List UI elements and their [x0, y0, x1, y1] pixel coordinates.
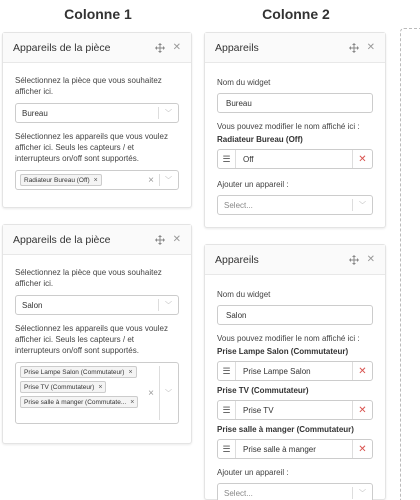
add-device-placeholder: Select...: [224, 200, 253, 210]
room-select[interactable]: [15, 295, 179, 315]
chevron-down-icon: ﹀: [165, 110, 172, 117]
card-header: [3, 33, 191, 63]
add-device-placeholder: Select...: [224, 488, 253, 498]
card-header: [205, 33, 385, 63]
devices-select-label: Sélectionnez les appareils que vous voulez afficher ici. Seuls les capteurs / et interrupteurs on/off sont supportés.: [15, 324, 168, 355]
devices-multiselect[interactable]: [15, 170, 179, 190]
device-row: [217, 361, 373, 381]
room-select-value: Salon: [22, 300, 43, 310]
device-name-input[interactable]: Prise salle à manger: [243, 444, 316, 454]
delete-icon[interactable]: ✕: [352, 440, 372, 458]
delete-icon[interactable]: ✕: [352, 362, 372, 380]
devices-multiselect[interactable]: [15, 362, 179, 424]
room-widget-card: [2, 224, 192, 444]
device-tag: Prise salle à manger (Commutate... ×: [20, 396, 138, 408]
card-header: [3, 225, 191, 255]
room-select-label: Sélectionnez la pièce que vous souhaitez afficher ici.: [15, 76, 162, 96]
drag-handle-icon[interactable]: ☰: [218, 401, 236, 419]
device-row: [217, 439, 373, 459]
close-icon[interactable]: ✕: [366, 253, 375, 265]
device-widget-card: [204, 244, 386, 500]
chevron-down-icon: ﹀: [359, 490, 366, 497]
column-3-dropzone: [400, 28, 420, 500]
device-tag: Prise Lampe Salon (Commutateur) ×: [20, 366, 137, 378]
move-icon[interactable]: [349, 43, 359, 53]
device-tag: Radiateur Bureau (Off) ×: [20, 174, 102, 186]
room-select[interactable]: [15, 103, 179, 123]
room-select-value: Bureau: [22, 108, 48, 118]
modify-name-label: Vous pouvez modifier le nom affiché ici :: [217, 334, 360, 343]
column-1-title: Colonne 1: [64, 6, 132, 22]
chevron-down-icon: ﹀: [165, 302, 172, 309]
close-icon[interactable]: ✕: [366, 41, 375, 53]
device-label: Radiateur Bureau (Off): [217, 135, 303, 144]
tag-remove-icon[interactable]: ×: [128, 368, 133, 376]
delete-icon[interactable]: ✕: [352, 401, 372, 419]
device-row: [217, 149, 373, 169]
device-widget-card: [204, 32, 386, 228]
delete-icon[interactable]: ✕: [352, 150, 372, 168]
widget-name-input[interactable]: Bureau: [217, 93, 373, 113]
column-2-title: Colonne 2: [262, 6, 330, 22]
device-name-input[interactable]: Prise TV: [243, 405, 274, 415]
clear-icon[interactable]: ×: [148, 174, 154, 186]
close-icon[interactable]: ✕: [172, 233, 181, 245]
card-title: Appareils: [215, 253, 259, 266]
add-device-select[interactable]: [217, 195, 373, 215]
drag-handle-icon[interactable]: ☰: [218, 440, 236, 458]
device-label: Prise Lampe Salon (Commutateur): [217, 347, 349, 356]
devices-select-label: Sélectionnez les appareils que vous voulez afficher ici. Seuls les capteurs / et interrupteurs on/off sont supportés.: [15, 132, 168, 163]
card-title: Appareils de la pièce: [13, 41, 111, 54]
device-label: Prise TV (Commutateur): [217, 386, 309, 395]
drag-handle-icon[interactable]: ☰: [218, 150, 236, 168]
add-device-label: Ajouter un appareil :: [217, 180, 289, 189]
clear-icon[interactable]: ×: [148, 387, 154, 399]
device-label: Prise salle à manger (Commutateur): [217, 425, 354, 434]
room-select-label: Sélectionnez la pièce que vous souhaitez afficher ici.: [15, 268, 162, 288]
move-icon[interactable]: [349, 255, 359, 265]
card-title: Appareils: [215, 41, 259, 54]
drag-handle-icon[interactable]: ☰: [218, 362, 236, 380]
device-name-input[interactable]: Prise Lampe Salon: [243, 366, 311, 376]
room-widget-card: [2, 32, 192, 208]
move-icon[interactable]: [155, 235, 165, 245]
move-icon[interactable]: [155, 43, 165, 53]
chevron-down-icon[interactable]: ﹀: [165, 177, 172, 184]
widget-name-input[interactable]: Salon: [217, 305, 373, 325]
chevron-down-icon: ﹀: [359, 202, 366, 209]
card-header: [205, 245, 385, 275]
modify-name-label: Vous pouvez modifier le nom affiché ici :: [217, 122, 360, 131]
device-name-input[interactable]: Off: [243, 154, 254, 164]
add-device-label: Ajouter un appareil :: [217, 468, 289, 477]
tag-remove-icon[interactable]: ×: [98, 383, 103, 391]
card-title: Appareils de la pièce: [13, 233, 111, 246]
chevron-down-icon[interactable]: ﹀: [165, 390, 172, 397]
tag-remove-icon[interactable]: ×: [130, 398, 135, 406]
device-row: [217, 400, 373, 420]
tag-remove-icon[interactable]: ×: [93, 176, 98, 184]
device-tag: Prise TV (Commutateur) ×: [20, 381, 106, 393]
widget-name-label: Nom du widget: [217, 290, 271, 299]
widget-name-label: Nom du widget: [217, 78, 271, 87]
add-device-select[interactable]: [217, 483, 373, 500]
close-icon[interactable]: ✕: [172, 41, 181, 53]
